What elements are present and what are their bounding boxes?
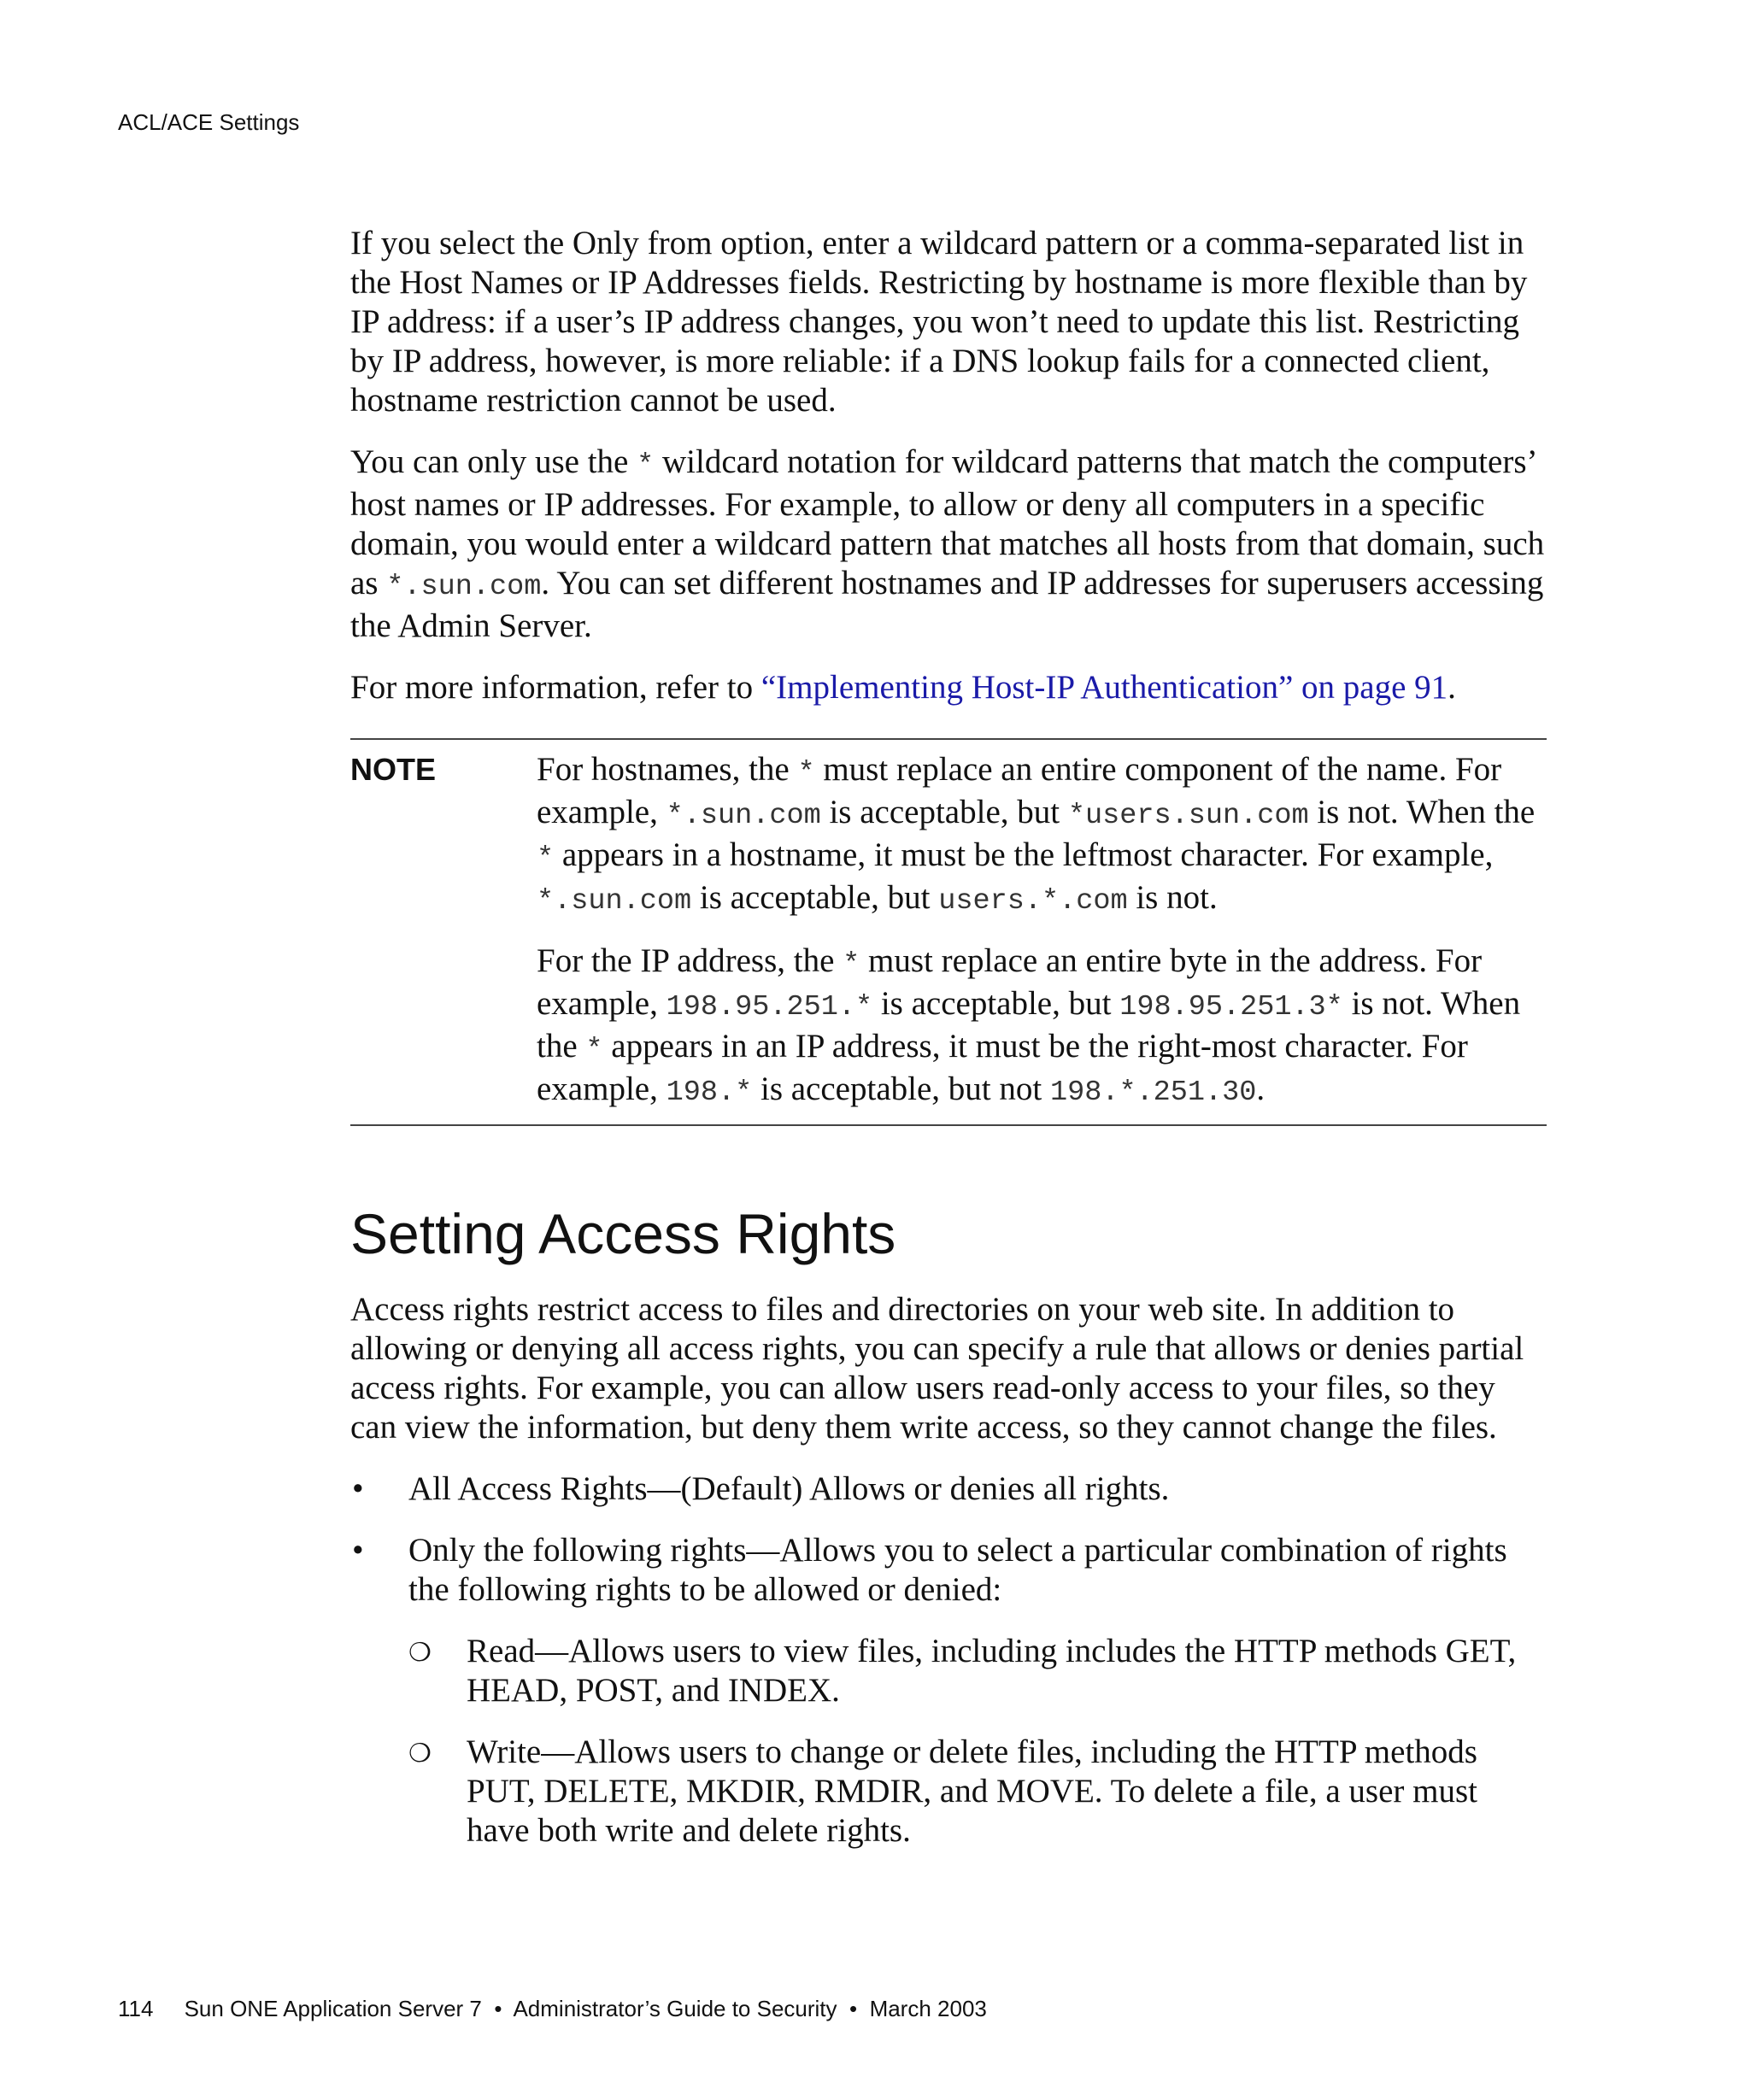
code-snippet: 198.*.251.30 — [1049, 1076, 1257, 1109]
circle-bullet-icon: ❍ — [408, 1639, 432, 1667]
section-heading: Setting Access Rights — [350, 1202, 896, 1265]
text-segment: is not. — [1127, 879, 1218, 916]
code-snippet: 198.95.251.* — [666, 991, 873, 1024]
list-item-text: Only the following rights—Allows you to select a particular combination of rights the following rights to be allowed or denied: — [408, 1532, 1507, 1608]
bullet-marker: • — [352, 1470, 364, 1507]
text-segment: . You can set different hostnames and IP addresses for superusers accessing the Admin Server. — [350, 565, 1544, 644]
code-snippet: *.sun.com — [537, 885, 692, 918]
text-segment: is not. When the — [537, 985, 1521, 1065]
code-domain-pattern: *.sun.com — [386, 571, 542, 603]
code-snippet: * — [797, 757, 815, 789]
section-intro: Access rights restrict access to files and directories on your web site. In addition to allowing or denying all access rights, you can specify a rule that allows or denies partial access rights. For example, you can allow users read-only access to your files, so they can view the information, but deny them write access, so they cannot change the files. — [350, 1291, 1524, 1446]
sub-list — [408, 1632, 1547, 1851]
text-segment: wildcard notation for wildcard patterns that match the computers’ host names or IP addresses. For example, to allow or deny all computers in a specific domain, you would enter a wildcard pattern that matches all hosts from that domain, such as — [350, 443, 1545, 601]
list-item-text: All Access Rights—(Default) Allows or denies all rights. — [408, 1470, 1170, 1507]
footer-guide: Administrator’s Guide to Security — [513, 1996, 837, 2021]
text-segment: must replace an entire byte in the address. For example, — [537, 942, 1483, 1022]
text-segment: For more information, refer to — [350, 669, 761, 706]
paragraph-more-info — [350, 668, 1547, 707]
page-number: 114 — [118, 1996, 154, 2021]
list-item — [350, 1531, 1547, 1851]
paragraph-host-restriction: If you select the Only from option, enter a wildcard pattern or a comma-separated list in the Host Names or IP Addresses fields. Restricting by hostname is more flexible than by IP address: if a user’s IP address changes, you won’t need to update this list. Restricting by IP address, however, is more reliable: if a DNS lookup fails for a connected client, hostname restriction cannot be used. — [350, 225, 1528, 419]
text-segment: For hostnames, the — [537, 751, 798, 788]
code-wildcard: * — [637, 449, 655, 482]
text-segment: appears in an IP address, it must be the right-most character. For example, — [537, 1028, 1468, 1107]
sub-list-item-text: Read—Allows users to view files, including includes the HTTP methods GET, HEAD, POST, and INDEX. — [467, 1633, 1517, 1709]
text-segment: is acceptable, but — [820, 794, 1068, 830]
note-paragraph-ip-address — [537, 941, 1547, 1112]
footer-date: March 2003 — [869, 1996, 987, 2021]
paragraph-wildcard-notation — [350, 443, 1547, 646]
code-snippet: 198.* — [666, 1076, 753, 1109]
text-segment: is acceptable, but not — [752, 1071, 1050, 1107]
page-content — [350, 224, 1547, 1873]
text-segment: is acceptable, but — [691, 879, 939, 916]
text-segment: . — [1256, 1071, 1266, 1107]
text-segment: You can only use the — [350, 443, 637, 480]
note-box — [350, 738, 1547, 1126]
note-body — [537, 750, 1547, 1112]
note-label: NOTE — [350, 752, 437, 787]
footer-separator: • — [494, 1996, 502, 2021]
list-item — [350, 1469, 1547, 1509]
text-segment: must replace an entire component of the name. For example, — [537, 751, 1502, 830]
code-snippet: 198.95.251.3* — [1119, 991, 1343, 1024]
access-rights-list — [350, 1469, 1547, 1851]
text-segment: is not. When the — [1308, 794, 1536, 830]
text-segment: is acceptable, but — [872, 985, 1120, 1022]
sub-list-item — [408, 1733, 1547, 1851]
bullet-marker: • — [352, 1532, 364, 1569]
running-footer — [118, 1996, 987, 2022]
running-header: ACL/ACE Settings — [118, 109, 300, 135]
text-segment: . — [1448, 669, 1456, 706]
circle-bullet-icon: ❍ — [408, 1739, 432, 1768]
sub-list-item-text: Write—Allows users to change or delete files, including the HTTP methods PUT, DELETE, MKDIR, RMDIR, and MOVE. To delete a file, a user must have both write and delete rights. — [467, 1733, 1477, 1849]
code-snippet: *users.sun.com — [1067, 800, 1309, 832]
text-segment: For the IP address, the — [537, 942, 843, 979]
footer-separator: • — [849, 1996, 858, 2021]
code-snippet: * — [843, 948, 860, 981]
code-snippet: * — [537, 842, 555, 875]
code-snippet: * — [585, 1034, 603, 1066]
note-paragraph-hostnames — [537, 750, 1547, 921]
cross-reference-link[interactable]: “Implementing Host-IP Authentication” on page 91 — [760, 669, 1448, 706]
code-snippet: *.sun.com — [666, 800, 821, 832]
footer-product: Sun ONE Application Server 7 — [184, 1996, 482, 2021]
sub-list-item — [408, 1632, 1547, 1710]
text-segment: appears in a hostname, it must be the leftmost character. For example, — [554, 836, 1494, 873]
code-snippet: users.*.com — [938, 885, 1128, 918]
